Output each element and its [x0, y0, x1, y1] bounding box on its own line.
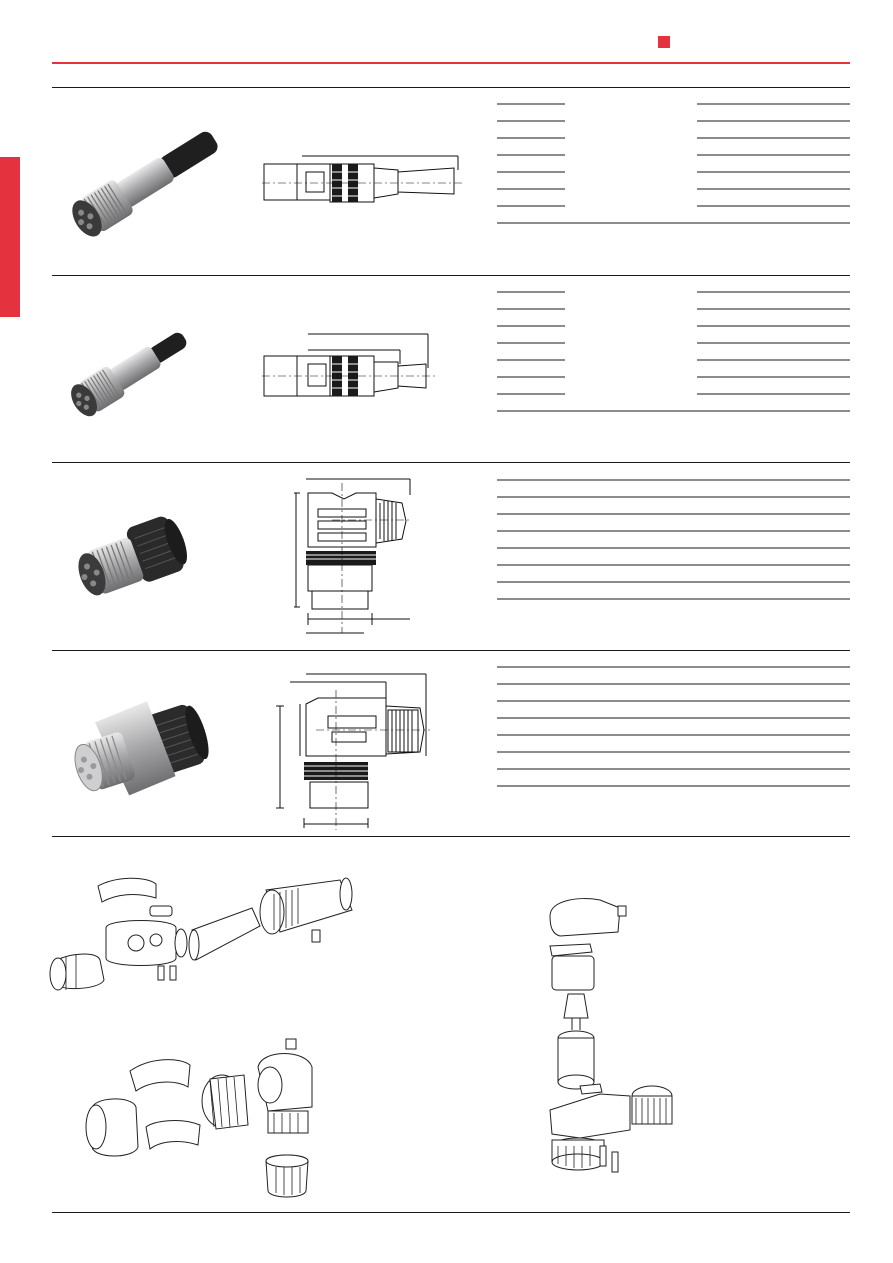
section-rule: [52, 275, 850, 276]
section-rule: [52, 462, 850, 463]
spec-table-full-width: [497, 663, 851, 793]
angled-connector-photo: [66, 688, 226, 813]
section-rule: [52, 1212, 850, 1213]
spec-table-full-width: [497, 476, 851, 606]
section-rule: [52, 87, 850, 88]
spec-table-two-column: [497, 288, 851, 418]
angled-connector-stack-exploded-view: [540, 890, 700, 1180]
angled-connector-exploded-view: [80, 1035, 330, 1205]
side-tab-marker: [0, 157, 20, 317]
angled-connector-drawing: [270, 670, 430, 832]
angled-connector-photo: [70, 508, 210, 613]
straight-connector-photo: [62, 118, 232, 248]
angled-connector-drawing: [292, 473, 412, 638]
straight-connector-drawing: [262, 150, 462, 210]
straight-connector-exploded-view: [46, 868, 366, 998]
straight-connector-photo: [62, 310, 212, 428]
straight-connector-drawing: [262, 332, 437, 402]
header-accent-rule: [52, 62, 850, 64]
section-rule: [52, 650, 850, 651]
spec-table-two-column: [497, 100, 851, 230]
section-rule: [52, 836, 850, 837]
header-marker-icon: [658, 36, 670, 48]
